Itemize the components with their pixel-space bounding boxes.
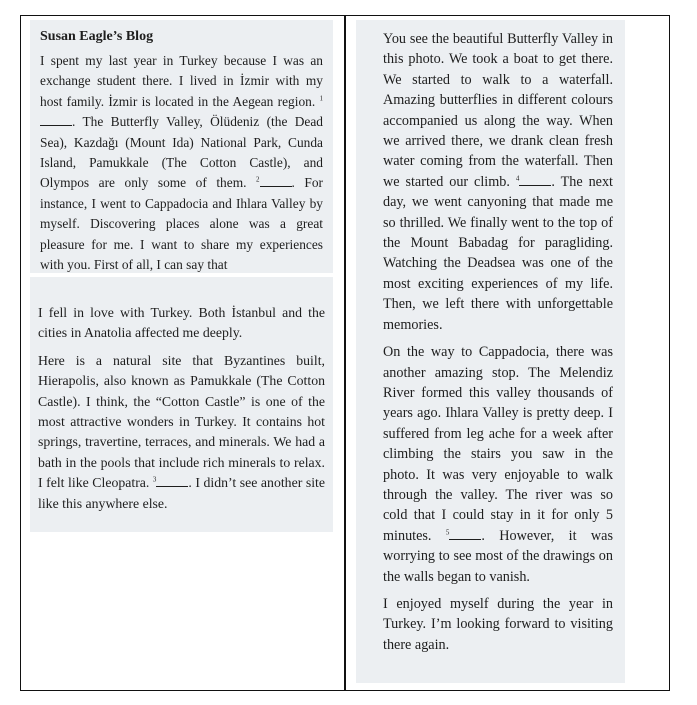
pamukkale-paragraph	[38, 351, 325, 514]
butterfly-text-2: . The next day, we went canyoning that made me so thrilled. We finally went to the top of the Mount Babadag for paragliding. Watching the Deadsea was one of the most exciting experiences of my life. Then, we left there with unforgettable memories.	[383, 173, 613, 333]
pamukkale-text-2: . I didn’t see another site like this anywhere else.	[38, 475, 325, 511]
right-panel	[356, 20, 625, 683]
turkey-paragraph: I fell in love with Turkey. Both İstanbul and the cities in Anatolia affected me deeply.	[38, 305, 325, 341]
closing-paragraph: I enjoyed myself during the year in Turkey. I’m looking forward to visiting there again.	[383, 595, 613, 653]
blank-number-4: 4	[515, 174, 520, 183]
blank-number-1: 1	[319, 94, 323, 103]
ihlara-valley-paragraph	[383, 342, 613, 587]
butterfly-valley-paragraph	[383, 29, 613, 335]
left-top-panel	[30, 20, 333, 273]
blank-number-2: 2	[256, 175, 260, 184]
left-bottom-panel	[30, 277, 333, 532]
column-divider	[344, 15, 346, 691]
butterfly-text-1: You see the beautiful Butterfly Valley in this photo. We took a boat to get there. We started to walk to a waterfall. Amazing butterflies in different colours accompanied us along the way. When we arrived there, we drank clean fresh water coming from the waterfall. Then we started our climb.	[383, 31, 613, 190]
blog-title: Susan Eagle’s Blog	[40, 29, 154, 44]
intro-text-2: . The Butterfly Valley, Ölüdeniz (the Dead Sea), Kazdağı (Mount Ida) National Park, Cunda Island, Pamukkale (The Cotton Castle), and Olympos are only some of them.	[40, 114, 323, 191]
ihlara-text-1: On the way to Cappadocia, there was another amazing stop. The Melendiz River formed this valley thousands of years ago. Ihlara Valley is pretty deep. I suffered from leg ache for a week after climbing the stairs you saw in the photo. It was very enjoyable to walk through the valley. The river was so cold that I could stay in it for only 5 minutes.	[383, 344, 613, 544]
blank-2	[260, 176, 292, 187]
blank-4	[519, 175, 551, 186]
blank-1	[40, 115, 72, 126]
blank-number-5: 5	[445, 528, 450, 537]
blank-number-3: 3	[152, 475, 157, 484]
intro-paragraph	[40, 51, 323, 275]
blank-3	[156, 476, 188, 487]
ihlara-text-2: . However, it was worrying to see most of the drawings on the walls began to vanish.	[383, 527, 613, 585]
blank-5	[449, 529, 481, 540]
intro-text-3: . For instance, I went to Cappadocia and Ihlara Valley by myself. Discovering places alone was a great pleasure for me. I want to share my experiences with you. First of all, I can say that	[40, 175, 323, 273]
pamukkale-text-1: Here is a natural site that Byzantines built, Hierapolis, also known as Pamukkale (The Cotton Castle). I think, the “Cotton Castle” is one of the most attractive wonders in Turkey. It contains hot springs, travertine, terraces, and minerals. We had a bath in the pools that include rich minerals to relax. I felt like Cleopatra.	[38, 352, 325, 491]
intro-text-1: I spent my last year in Turkey because I was an exchange student there. I lived in İzmir with my host family. İzmir is located in the Aegean region.	[40, 53, 323, 109]
